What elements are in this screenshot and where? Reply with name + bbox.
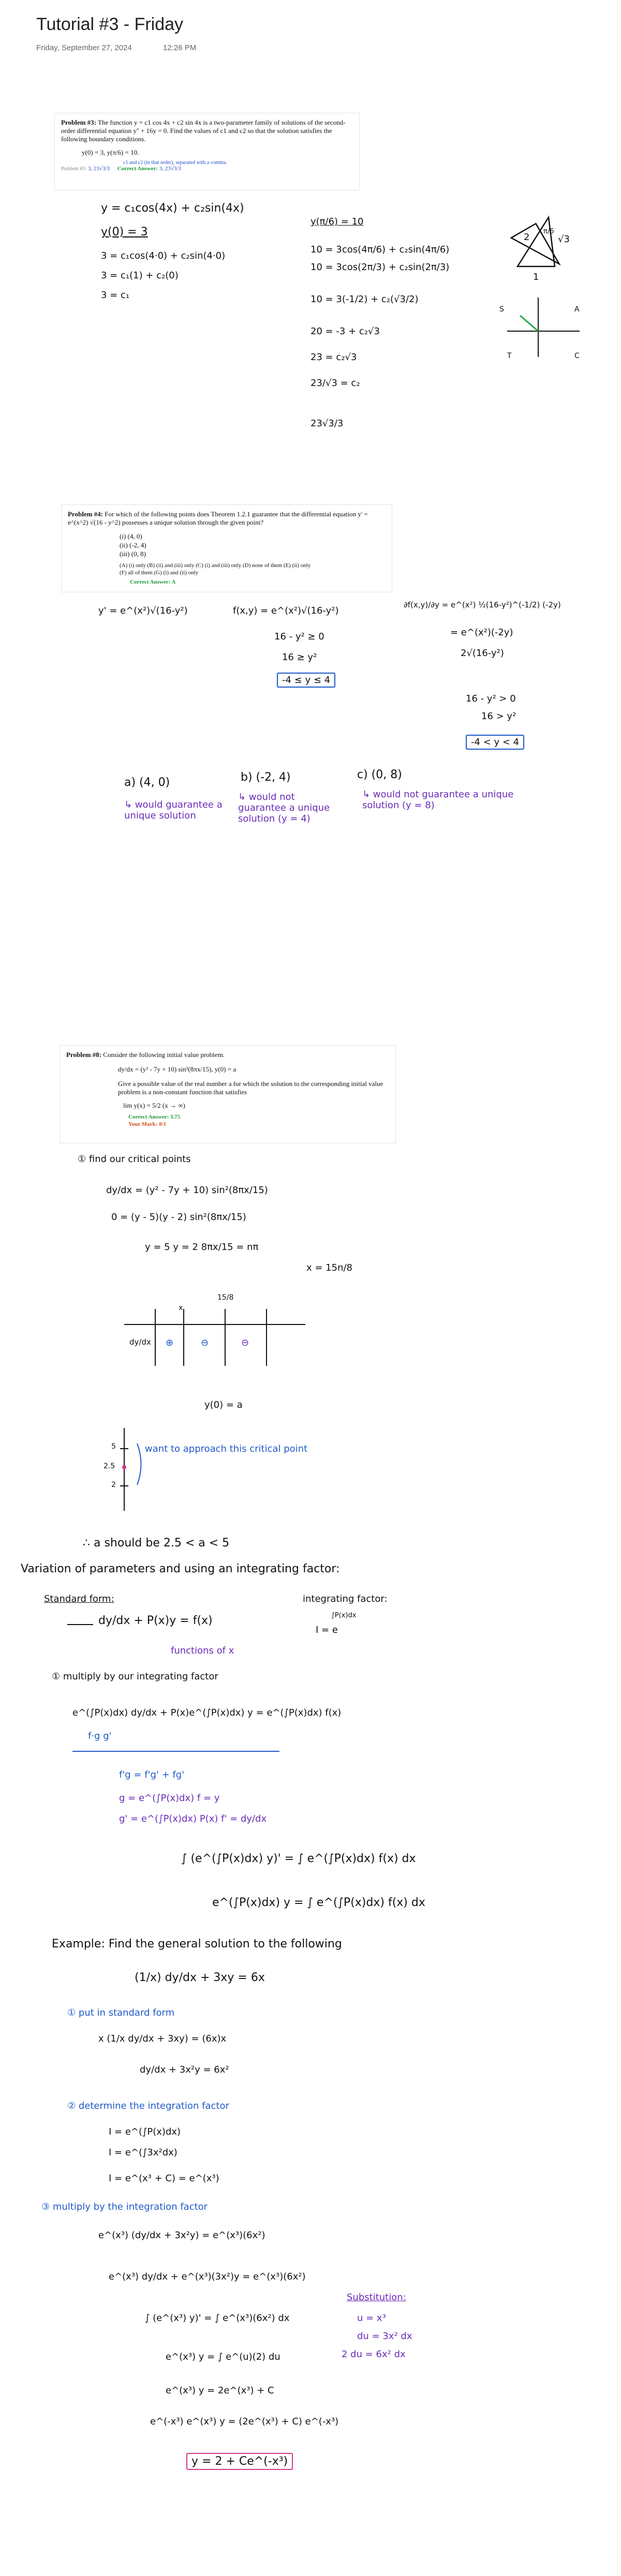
ex-step-3e: e^(x³) y = 2e^(x³) + C <box>166 2385 274 2396</box>
p8-table-sign-1: ⊕ <box>166 1337 174 1348</box>
ex-step-3a: e^(x³) (dy/dx + 3x²y) = e^(x³)(6x²) <box>98 2230 265 2241</box>
tri-angle-label: π/6 <box>543 228 554 235</box>
problem-4-choices-2: (F) all of them (G) (i) and (ii) only <box>120 570 199 576</box>
problem-3-card <box>54 113 360 190</box>
p8-eq-4: x = 15n/8 <box>306 1262 353 1273</box>
problem-4-card <box>61 504 392 592</box>
vp-if-exp: ∫P(x)dx <box>331 1612 357 1619</box>
p8-table-x-label: x <box>179 1304 183 1312</box>
p4-open-interval-box: -4 < y < 4 <box>466 735 524 750</box>
p4-col-a: y' = e^(x²)√(16-y²) <box>98 605 188 616</box>
ex-step-3f: e^(-x³) e^(x³) y = (2e^(x³) + C) e^(-x³) <box>150 2416 339 2427</box>
p4-col-c-2: = e^(x²)(-2y) <box>450 627 513 638</box>
p4-col-c-5: 16 > y² <box>481 711 516 722</box>
problem-4-text: For which of the following points does Theorem 1.2.1 guarantee that the differential equation y' = e^(x^2) √(16 - y^2) possesses a unique solution through the given point? <box>68 510 368 526</box>
p4-col-c-6 <box>466 737 524 748</box>
p3-right-4: 10 = 3(-1/2) + c₂(√3/2) <box>310 294 419 305</box>
vp-product-rule: f'g = f'g' + fg' <box>119 1769 185 1780</box>
problem-8-text-2: Give a possible value of the real number a for which the solution to the corresponding initial value problem is a non-constant function that satisfies <box>118 1080 383 1096</box>
p3-right-2: 10 = 3cos(4π/6) + c₂sin(4π/6) <box>310 244 450 255</box>
ex-step-1a: x (1/x dy/dx + 3xy) = (6x)x <box>98 2033 227 2044</box>
vp-step-1: ① multiply by our integrating factor <box>52 1671 218 1682</box>
p4-point-c: c) (0, 8) <box>357 768 402 781</box>
problem-4-opt-2: (ii) (-2, 4) <box>120 541 146 549</box>
page-time: 12:26 PM <box>163 43 197 52</box>
problem-3-heading: Problem #3: <box>61 118 96 126</box>
ex-step-1b: dy/dx + 3x²y = 6x² <box>140 2064 229 2075</box>
ex-equation: (1/x) dy/dx + 3xy = 6x <box>135 1971 265 1984</box>
p4-col-b-2: 16 - y² ≥ 0 <box>274 631 324 642</box>
problem-8-equation: dy/dx = (y² - 7y + 10) sin²(8πx/15), y(0) = a <box>118 1065 236 1073</box>
p3-line-5: 3 = c₁ <box>101 290 130 301</box>
p8-graph-2-5: 2.5 <box>103 1462 115 1470</box>
ex-sub-heading: Substitution: <box>347 2292 406 2303</box>
ex-step-2: ② determine the integration factor <box>67 2101 229 2111</box>
p4-point-a-note: ↳ would guarantee a unique solution <box>124 799 223 821</box>
ex-step-2a: I = e^(∫P(x)dx) <box>109 2126 181 2137</box>
problem-3-note: c1 and c2 (in that order), separated with a comma. <box>123 160 227 166</box>
p3-right-8: 23√3/3 <box>310 418 344 429</box>
vp-gp-fp: g' = e^(∫P(x)dx) P(x) f' = dy/dx <box>119 1813 267 1824</box>
p8-graph-2: 2 <box>111 1481 116 1489</box>
problem-3-text: The function y = c1 cos 4x + c2 sin 4x is a two-parameter family of solutions of the second-order differential equation y'' + 16y = 0. Find the values of c1 and c2 so that the solution satisfies the following boundary conditions. <box>61 118 346 143</box>
p4-point-c-note: ↳ would not guarantee a unique solution (y = 8) <box>362 789 514 811</box>
ex-sub-2: du = 3x² dx <box>357 2331 412 2342</box>
vp-integral-2: e^(∫P(x)dx) y = ∫ e^(∫P(x)dx) f(x) dx <box>212 1896 425 1909</box>
p3-right-1: y(π/6) = 10 <box>310 216 364 227</box>
p3-right-3: 10 = 3cos(2π/3) + c₂sin(2π/3) <box>310 262 450 273</box>
problem-4-heading: Problem #4: <box>68 510 103 518</box>
p8-table-row-label: dy/dx <box>129 1337 151 1347</box>
p3-line-2: y(0) = 3 <box>101 226 148 239</box>
vp-if-label: integrating factor: <box>303 1594 388 1604</box>
ex-heading: Example: Find the general solution to the following <box>52 1938 342 1950</box>
p4-col-c-1: ∂f(x,y)/∂y = e^(x²) ½(16-y²)^(-1/2) (-2y) <box>404 600 561 609</box>
p3-right-6: 23 = c₂√3 <box>310 352 357 363</box>
ex-step-2c: I = e^(x³ + C) = e^(x³) <box>109 2173 219 2184</box>
p8-table-sign-2: ⊖ <box>201 1337 209 1348</box>
vp-fg-label: f·g g' <box>88 1731 112 1741</box>
vp-if-eq: I = e <box>316 1625 338 1635</box>
vp-heading: Variation of parameters and using an integrating factor: <box>21 1562 340 1575</box>
p3-line-1: y = c₁cos(4x) + c₂sin(4x) <box>101 202 244 215</box>
vp-standard-form: Standard form: <box>44 1594 114 1604</box>
ex-sub-3: 2 du = 6x² dx <box>342 2349 406 2360</box>
p8-table-col-label: 15/8 <box>217 1293 234 1302</box>
vp-integral-1: ∫ (e^(∫P(x)dx) y)' = ∫ e^(∫P(x)dx) f(x) dx <box>181 1852 416 1865</box>
problem-3-correct-value: 3, 23√3/3 <box>159 166 181 172</box>
problem-3-conditions: y(0) = 3, y(π/6) = 10. <box>82 148 139 156</box>
problem-8-card <box>60 1045 396 1143</box>
p3-right-5: 20 = -3 + c₂√3 <box>310 326 380 337</box>
page-meta <box>36 43 225 52</box>
problem-4-opt-3: (iii) (0, 8) <box>120 550 146 558</box>
problem-8-heading: Problem #8: <box>66 1051 101 1059</box>
page-date: Friday, September 27, 2024 <box>36 43 132 52</box>
tri-base-label: 1 <box>533 272 539 282</box>
ex-step-3d: e^(x³) y = ∫ e^(u)(2) du <box>166 2351 280 2362</box>
page-title: Tutorial #3 - Friday <box>36 14 184 34</box>
ex-step-3c: ∫ (e^(x³) y)' = ∫ e^(x³)(6x²) dx <box>145 2313 290 2324</box>
tri-hyp-label: 2 <box>524 232 530 243</box>
ex-sub-1: u = x³ <box>357 2313 386 2324</box>
p8-graph-note: want to approach this critical point <box>145 1443 308 1454</box>
problem-3-answer-label: Problem #3: <box>61 166 87 172</box>
axis-a-label: A <box>574 305 580 314</box>
p8-eq-3: y = 5 y = 2 8πx/15 = nπ <box>145 1242 259 1253</box>
p8-eq-2: 0 = (y - 5)(y - 2) sin²(8πx/15) <box>111 1212 246 1223</box>
ex-step-1: ① put in standard form <box>67 2007 175 2018</box>
problem-3-answer-value: 3, 23√3/3 <box>87 166 110 172</box>
p3-right-7: 23/√3 = c₂ <box>310 378 360 389</box>
ex-step-2b: I = e^(∫3x²dx) <box>109 2147 178 2158</box>
ex-step-3: ③ multiply by the integration factor <box>41 2201 208 2212</box>
tri-side-label: √3 <box>558 234 570 245</box>
problem-8-text: Consider the following initial value problem. <box>103 1051 225 1059</box>
p8-table-sign-3: ⊖ <box>241 1337 249 1348</box>
problem-8-correct: Correct Answer: 3.75 <box>128 1114 181 1120</box>
vp-standard-note: functions of x <box>171 1645 234 1656</box>
p8-graph-title: y(0) = a <box>204 1399 243 1410</box>
p3-line-3: 3 = c₁cos(4·0) + c₂sin(4·0) <box>101 250 226 261</box>
axis-s-label: S <box>499 305 504 314</box>
axis-c-label: C <box>574 352 580 360</box>
p4-interval-box: -4 ≤ y ≤ 4 <box>277 673 335 688</box>
p8-eq-1: dy/dx = (y² - 7y + 10) sin²(8πx/15) <box>106 1185 268 1196</box>
p8-graph-5: 5 <box>111 1442 116 1451</box>
p3-line-4: 3 = c₁(1) + c₂(0) <box>101 270 179 281</box>
ex-final <box>186 2455 293 2468</box>
problem-4-choices-1: (A) (i) only (B) (ii) and (iii) only (C) (i) and (iii) only (D) none of them (E) (ii) only <box>120 562 311 569</box>
problem-4-opt-1: (i) (4, 0) <box>120 532 142 540</box>
ex-step-3b: e^(x³) dy/dx + e^(x³)(3x²)y = e^(x³)(6x²) <box>109 2271 306 2282</box>
problem-8-mark: Your Mark: 0/1 <box>128 1121 167 1127</box>
p4-point-a: a) (4, 0) <box>124 776 170 789</box>
vp-standard-eq: dy/dx + P(x)y = f(x) <box>98 1614 213 1627</box>
problem-3-correct-label: Correct Answer: <box>117 166 158 172</box>
problem-8-limit: lim y(x) = 5/2 (x → ∞) <box>123 1101 185 1109</box>
vp-mult-eq: e^(∫P(x)dx) dy/dx + P(x)e^(∫P(x)dx) y = e^(∫P(x)dx) f(x) <box>72 1707 342 1718</box>
p4-col-b-4 <box>277 675 335 686</box>
vp-g-f: g = e^(∫P(x)dx) f = y <box>119 1793 220 1804</box>
axis-t-label: T <box>507 352 512 360</box>
ex-final-box: y = 2 + Ce^(-x³) <box>186 2453 293 2470</box>
p4-point-b: b) (-2, 4) <box>241 771 291 784</box>
p8-conclusion: ∴ a should be 2.5 < a < 5 <box>83 1537 230 1550</box>
p8-step-1: ① find our critical points <box>78 1154 191 1165</box>
p4-col-c-4: 16 - y² > 0 <box>466 693 516 704</box>
p4-col-b-1: f(x,y) = e^(x²)√(16-y²) <box>233 605 339 616</box>
p4-col-b-3: 16 ≥ y² <box>282 652 317 663</box>
problem-4-correct: Correct Answer: A <box>130 579 176 585</box>
p4-col-c-3: 2√(16-y²) <box>461 648 504 659</box>
p4-point-b-note: ↳ would not guarantee a unique solution (y = 4) <box>238 792 330 824</box>
